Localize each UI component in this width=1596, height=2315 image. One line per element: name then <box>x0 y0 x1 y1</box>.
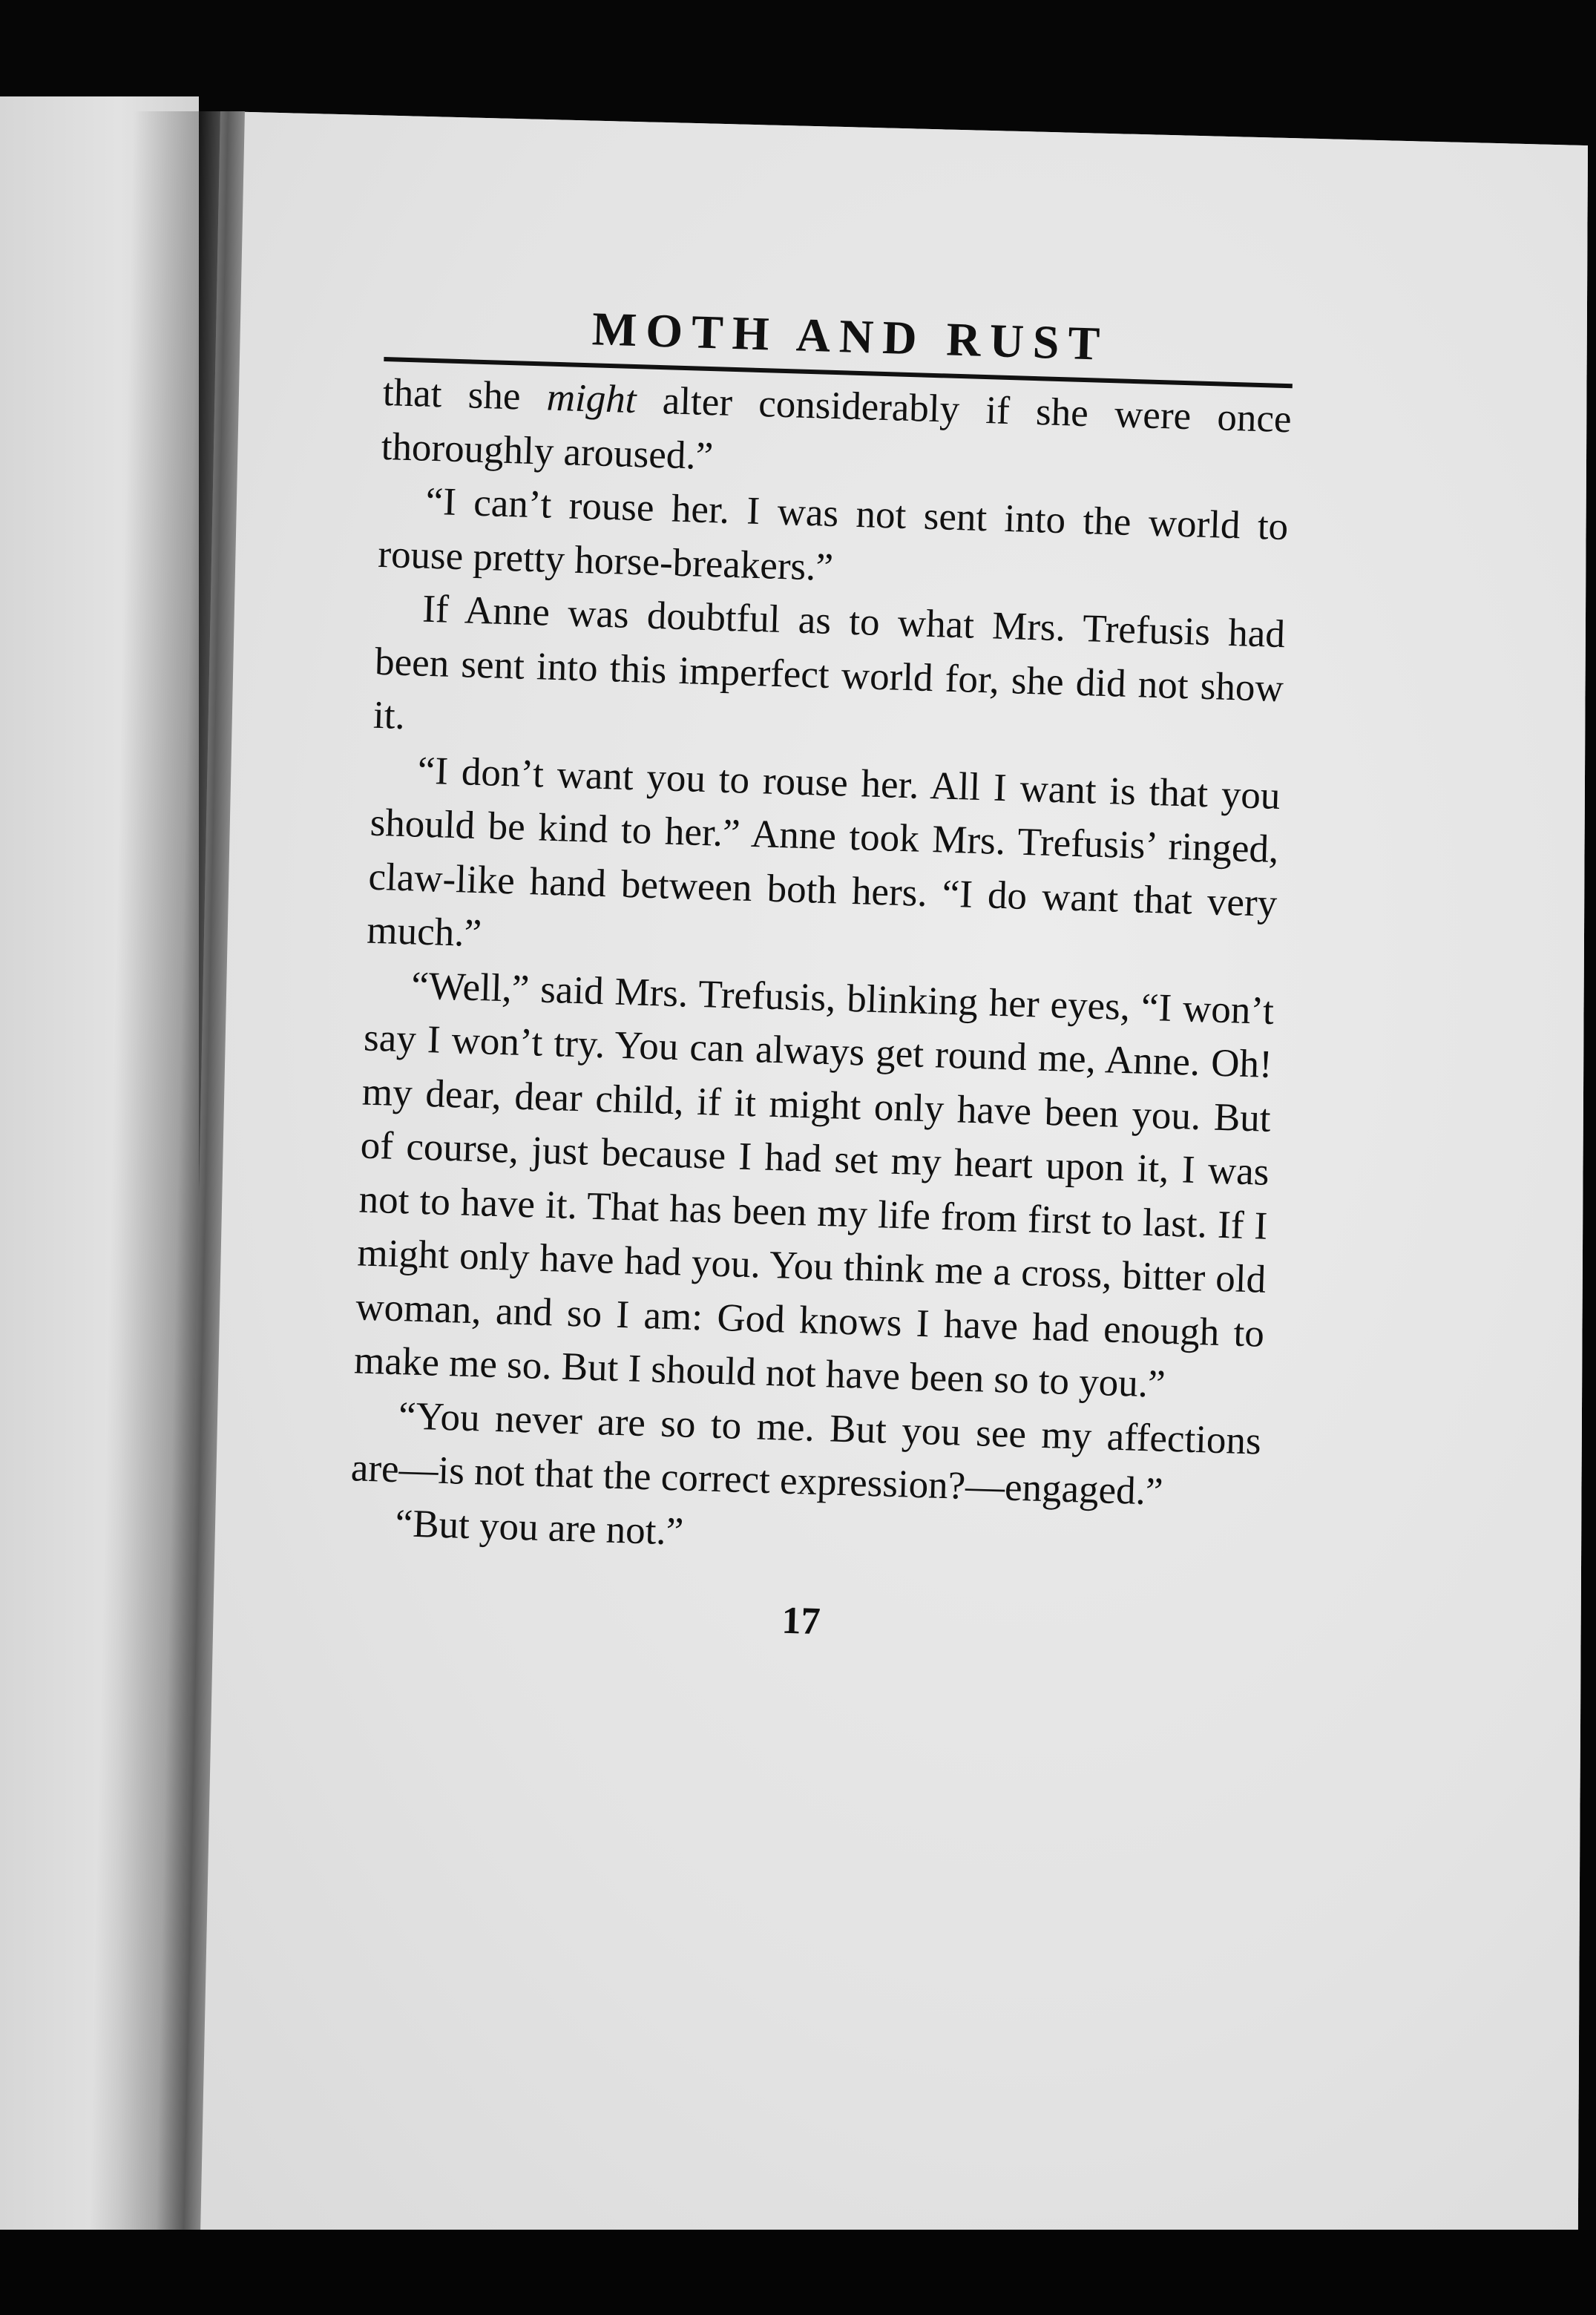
paragraph-6: “You never are so to me. But you see my affections are—is not that the correct expression?—engaged.” <box>350 1393 1262 1514</box>
paragraph-7: “But you are not.” <box>394 1501 685 1554</box>
paragraph-2: “I can’t rouse her. I was not sent into the world to rouse pretty horse-breakers.” <box>377 479 1290 589</box>
paragraph-3: If Anne was doubtful as to what Mrs. Trefusis had been sent into this imperfect world for, she did not show it. <box>372 587 1286 738</box>
emphasis-text: might <box>545 375 637 422</box>
running-head: MOTH AND RUST <box>591 302 1110 370</box>
page-content <box>346 293 1294 1665</box>
paragraph-5: “Well,” said Mrs. Trefusis, blinking her eyes, “I won’t say I won’t try. You can always get round me, Anne. Oh! my dear, dear child, if it might only have been you. But of course, just because I had set my heart upon it, I was not to have it. That has been my life from first to last. If I might only have had you. You think me a cross, bitter old woman, and so I am: God knows I have had enough to make me so. But I should not have been so to you.” <box>353 963 1275 1406</box>
paragraph-text: that she <box>382 370 548 419</box>
page-number: 17 <box>781 1599 821 1644</box>
paragraph-4: “I don’t want you to rouse her. All I want is that you should be kind to her.” Anne took Mrs. Trefusis’ ringed, claw-like hand between both hers. “I do want that very much.” <box>366 749 1281 956</box>
scan-border-bottom <box>0 2230 1596 2315</box>
paragraph-text: alter considerably if she were once thoroughly aroused.” <box>381 378 1293 478</box>
